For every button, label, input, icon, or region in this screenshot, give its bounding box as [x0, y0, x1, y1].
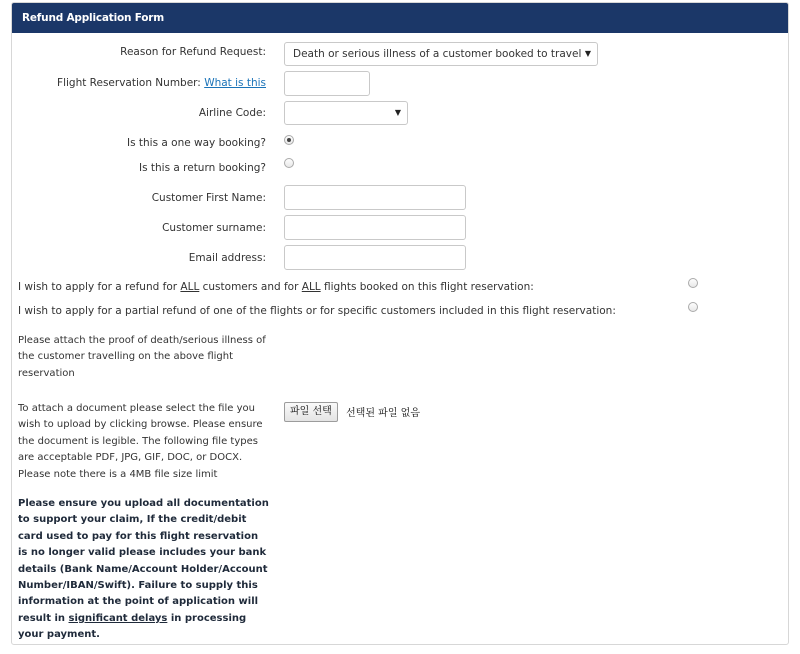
airline-label: Airline Code:	[198, 107, 266, 119]
return-label: Is this a return booking?	[138, 162, 266, 174]
chevron-down-icon: ▼	[584, 49, 591, 58]
notice-text: Please ensure you upload all documentation to support your claim, If the credit/debit card used to pay for this flight reservation is no longer valid please includes your bank details (Bank Name/Account Holder/Account Number/IBAN/Swift). Failure to supply this information at the point of application will result in	[18, 498, 269, 624]
email-input[interactable]	[284, 245, 466, 270]
one-way-radio[interactable]	[284, 135, 294, 145]
airline-select[interactable]	[284, 101, 408, 125]
reason-label: Reason for Refund Request:	[120, 46, 266, 58]
surname-label: Customer surname:	[162, 222, 266, 234]
choose-file-button[interactable]: 파일 선택	[284, 402, 338, 422]
attach-instructions: To attach a document please select the file you wish to upload by clicking browse. Please ensure the document is legible. The following file types are acceptable PDF, JPG, GIF, DOC, or DOCX. Please note there is a 4MB file size limit	[18, 403, 263, 480]
refund-all-text-2: customers and for	[199, 281, 302, 293]
refund-all-radio[interactable]	[688, 278, 698, 288]
refund-all-emphasis-1: ALL	[180, 281, 200, 293]
refund-all-text-1: I wish to apply for a refund for	[18, 281, 181, 293]
refund-all-label	[18, 281, 534, 293]
panel-title: Refund Application Form	[12, 3, 788, 33]
return-radio[interactable]	[284, 158, 294, 168]
first-name-input[interactable]	[284, 185, 466, 210]
reservation-label	[12, 77, 266, 89]
reason-select[interactable]	[284, 42, 598, 66]
documentation-notice	[18, 496, 270, 644]
surname-input[interactable]	[284, 215, 466, 240]
notice-end: in processing your payment.	[18, 612, 247, 641]
refund-all-text-3: flights booked on this flight reservation:	[320, 281, 534, 293]
significant-delays-link: significant delays	[68, 612, 168, 624]
reason-select-value: Death or serious illness of a customer booked to travel	[293, 48, 582, 60]
refund-all-emphasis-2: ALL	[301, 281, 321, 293]
email-label: Email address:	[188, 252, 266, 264]
chevron-down-icon: ▼	[394, 108, 401, 117]
reservation-label-text: Flight Reservation Number:	[57, 77, 201, 89]
reservation-input[interactable]	[284, 71, 370, 96]
proof-instructions: Please attach the proof of death/serious illness of the customer travelling on the above flight reservation	[18, 335, 266, 379]
file-status: 선택된 파일 없음	[346, 408, 420, 419]
refund-partial-label: I wish to apply for a partial refund of one of the flights or for specific customers included in this flight reservation:	[18, 305, 616, 317]
what-is-this-link[interactable]: What is this	[204, 77, 266, 89]
first-name-label: Customer First Name:	[151, 192, 266, 204]
one-way-label: Is this a one way booking?	[126, 137, 266, 149]
refund-partial-radio[interactable]	[688, 302, 698, 312]
